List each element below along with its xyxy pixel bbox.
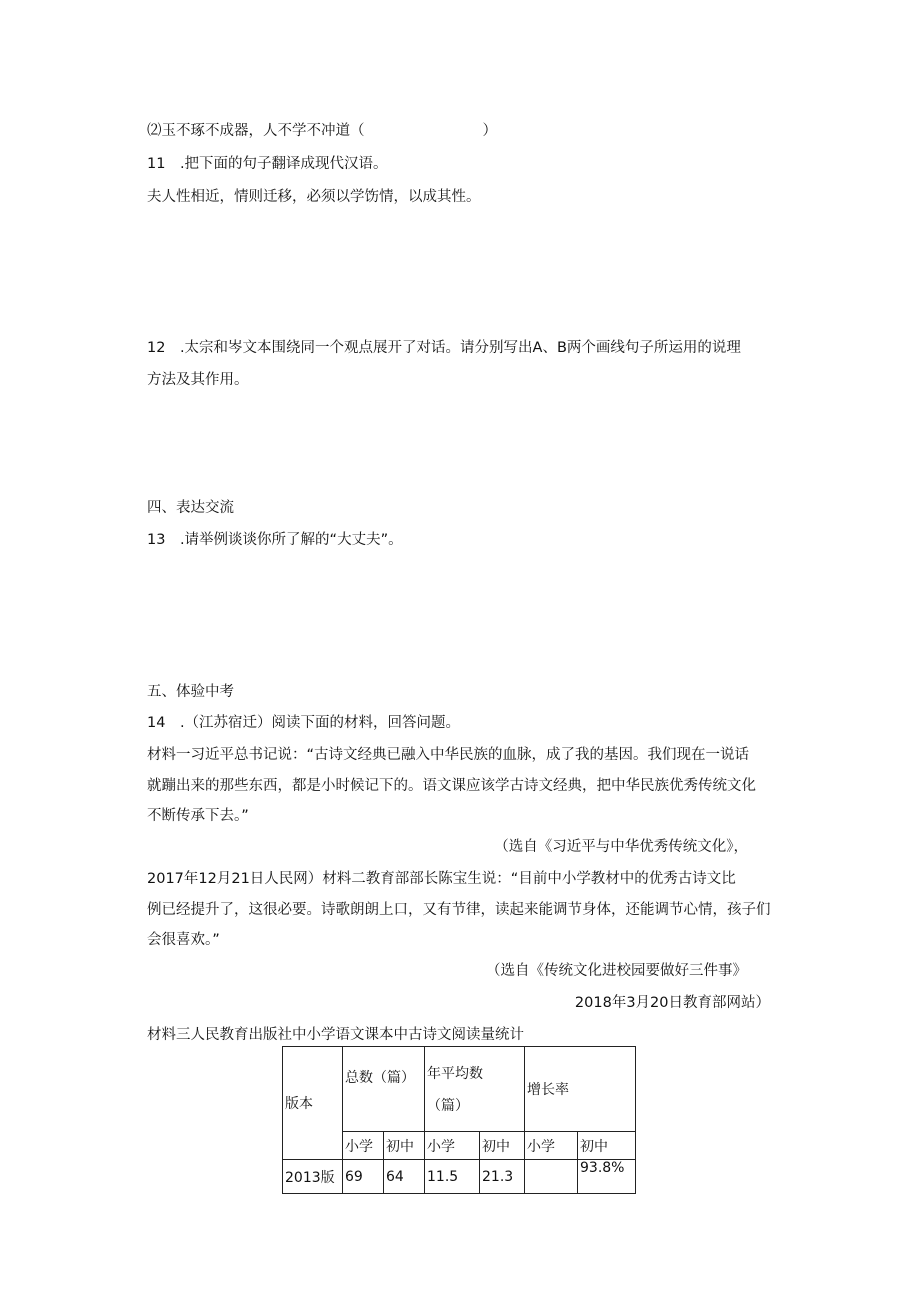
q12-line-1: 12 .太宗和岑文本围绕同一个观点展开了对话。请分别写出A、B两个画线句子所运用的说理 xyxy=(147,340,741,356)
table-cell: 69 xyxy=(343,1160,384,1194)
q10-2-text: ⑵玉不琢不成器，人不学不冲道（ xyxy=(147,123,365,139)
subheader-cell: 初中 xyxy=(578,1132,636,1160)
subheader-cell: 小学 xyxy=(525,1132,578,1160)
material-2-line-1: 2017年12月21日人民网）材料二教育部部长陈宝生说：“目前中小学教材中的优秀古诗文比 xyxy=(147,871,736,887)
table-header-row xyxy=(283,1047,636,1132)
header-total xyxy=(343,1047,425,1132)
section-5-heading: 五、体验中考 xyxy=(147,684,234,700)
reading-stats-table xyxy=(282,1046,636,1194)
q10-2-line xyxy=(147,121,497,141)
q11-prompt: 11 .把下面的句子翻译成现代汉语。 xyxy=(147,156,388,172)
q11-sentence: 夫人性相近，情则迁移，必须以学饬情，以成其性。 xyxy=(147,189,481,205)
table-cell: 11.5 xyxy=(425,1160,480,1194)
q12-line-2: 方法及其作用。 xyxy=(147,372,249,388)
header-growth: 增长率 xyxy=(525,1047,636,1132)
subheader-cell: 小学 xyxy=(425,1132,480,1160)
material-2-source-2: 2018年3月20日教育部网站） xyxy=(574,995,770,1011)
row-version: 2013版 xyxy=(283,1160,343,1194)
material-2-source-1: （选自《传统文化进校园要做好三件事》 xyxy=(486,963,747,979)
material-1-line-1: 材料一习近平总书记说：“古诗文经典已融入中华民族的血脉，成了我的基因。我们现在一说话 xyxy=(147,747,750,763)
table-cell: 21.3 xyxy=(480,1160,525,1194)
section-4-heading: 四、表达交流 xyxy=(147,500,234,516)
q14-prompt: 14 .（江苏宿迁）阅读下面的材料，回答问题。 xyxy=(147,715,461,731)
header-version: 版本 xyxy=(283,1047,343,1160)
table-cell: 64 xyxy=(384,1160,425,1194)
q13-prompt: 13 .请举例谈谈你所了解的“大丈夫”。 xyxy=(147,532,403,548)
table-cell: 93.8% xyxy=(578,1160,636,1194)
header-total-label: 总数（篇） xyxy=(345,1070,415,1086)
q10-2-close: ） xyxy=(482,123,497,139)
table-cell xyxy=(525,1160,578,1194)
material-1-line-2: 就蹦出来的那些东西，都是小时候记下的。语文课应该学古诗文经典，把中华民族优秀传统文化 xyxy=(147,778,756,794)
material-2-line-3: 会很喜欢。” xyxy=(147,932,220,948)
subheader-cell: 初中 xyxy=(480,1132,525,1160)
header-average-line-1: 年平均数 xyxy=(427,1066,483,1082)
material-1-line-3: 不断传承下去。” xyxy=(147,808,249,824)
material-3-title: 材料三人民教育出版社中小学语文课本中古诗文阅读量统计 xyxy=(147,1027,524,1043)
subheader-cell: 小学 xyxy=(343,1132,384,1160)
material-1-source: （选自《习近平与中华优秀传统文化》， xyxy=(494,839,748,855)
header-average-line-2: （篇） xyxy=(427,1098,469,1114)
header-average xyxy=(425,1047,525,1132)
table-row xyxy=(283,1160,636,1194)
material-2-line-2: 例已经提升了，这很必要。诗歌朗朗上口，又有节律，读起来能调节身体，还能调节心情，孩子们 xyxy=(147,902,771,918)
subheader-cell: 初中 xyxy=(384,1132,425,1160)
